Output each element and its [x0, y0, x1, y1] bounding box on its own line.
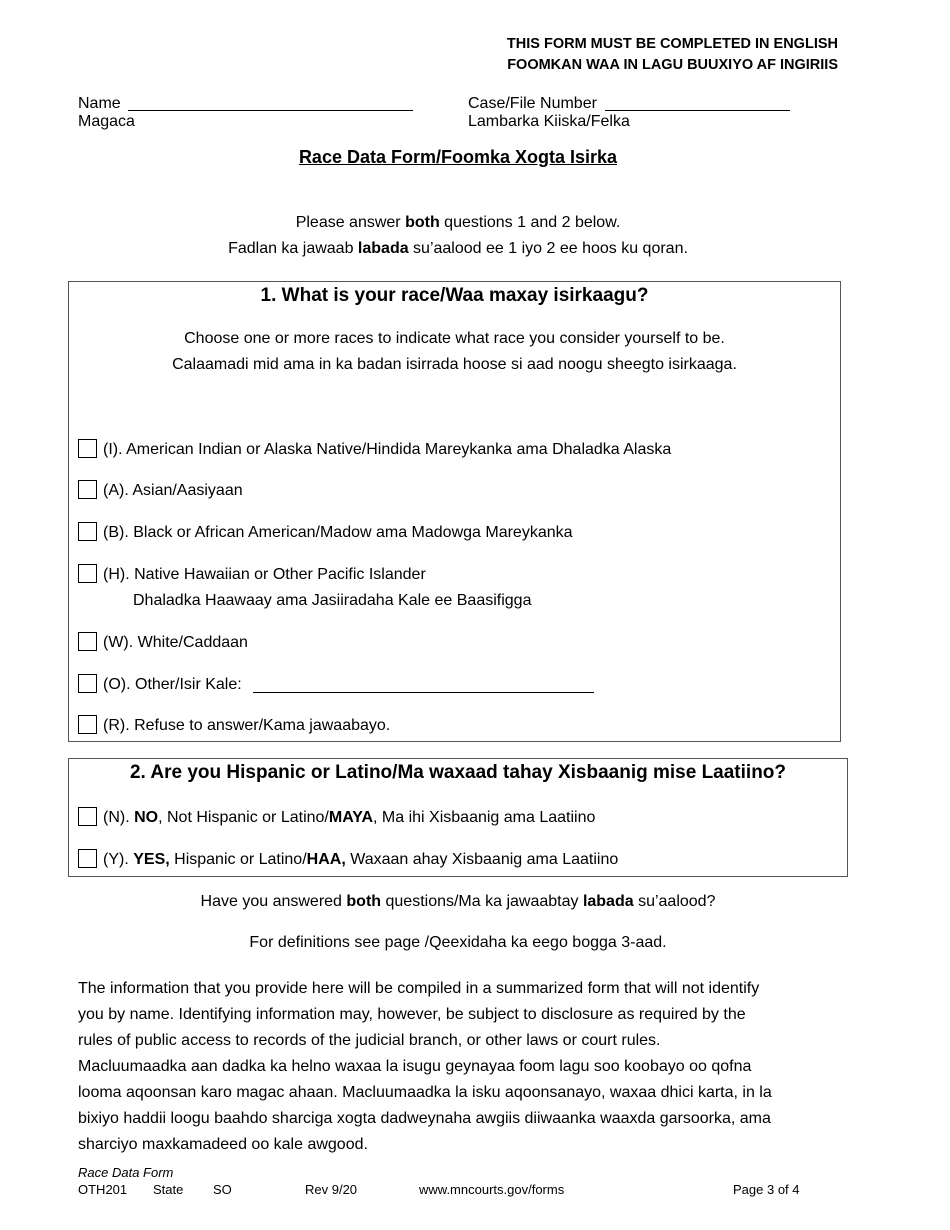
privacy-disclaimer [78, 976, 838, 1158]
race-checkbox-american-indian[interactable] [78, 439, 97, 458]
race-option-label: (H). Native Hawaiian or Other Pacific Islander [103, 566, 426, 583]
race-option-label: (O). Other/Isir Kale: [103, 676, 242, 693]
hispanic-checkbox-no[interactable] [78, 807, 97, 826]
case-number-input-line[interactable] [605, 110, 790, 111]
hispanic-option-no[interactable] [78, 805, 595, 831]
intro-line-english: Please answer both questions 1 and 2 below. [295, 214, 621, 231]
race-option-white[interactable] [78, 630, 248, 656]
question-2-heading: 2. Are you Hispanic or Latino/Ma waxaad tahay Xisbaanig mise Laatiino? [129, 762, 787, 783]
race-option-other[interactable] [78, 672, 242, 698]
other-race-input-line[interactable] [253, 692, 594, 693]
race-option-label-somali: Dhaladka Haawaay ama Jasiiradaha Kale ee Baasifigga [133, 592, 532, 609]
definitions-note: For definitions see page /Qeexidaha ka eego bogga 3-aad. [249, 934, 667, 951]
race-option-asian[interactable] [78, 478, 243, 504]
race-checkbox-asian[interactable] [78, 480, 97, 499]
disclaimer-line: bixiyo haddii loogu baahdo sharciga xogta dadweynaha awgiis diiwaanka waaxda garsoorka, ama [78, 1110, 771, 1127]
race-checkbox-native-hawaiian[interactable] [78, 564, 97, 583]
race-checkbox-refuse[interactable] [78, 715, 97, 734]
footer-url[interactable]: www.mncourts.gov/forms [419, 1182, 565, 1197]
both-answered-check: Have you answered both questions/Ma ka jawaabtay labada su’aalood? [200, 893, 716, 910]
race-option-label: (B). Black or African American/Madow ama Madowga Mareykanka [103, 524, 573, 541]
race-checkbox-other[interactable] [78, 674, 97, 693]
question-1-instruction-english: Choose one or more races to indicate what race you consider yourself to be. [184, 330, 725, 347]
question-1-heading: 1. What is your race/Waa maxay isirkaagu? [260, 285, 649, 306]
case-number-label: Case/File Number [468, 95, 597, 112]
footer-form-code: OTH201 [78, 1182, 128, 1197]
intro-line-somali: Fadlan ka jawaab labada su’aalood ee 1 iyo 2 ee hoos ku qoran. [228, 240, 688, 257]
disclaimer-line: Macluumaadka aan dadka ka helno waxaa la isugu geynayaa foom lagu soo koobayo oo qofna [78, 1058, 752, 1075]
notice-line-somali: FOOMKAN WAA IN LAGU BUUXIYO AF INGIRIIS [507, 57, 838, 73]
disclaimer-line: looma aqoonsan karo magac ahaan. Macluumaadka la isku aqoonsanayo, waxaa dhici karta, in la [78, 1084, 772, 1101]
english-notice [507, 34, 838, 76]
disclaimer-line: rules of public access to records of the judicial branch, or other laws or court rules. [78, 1032, 661, 1049]
disclaimer-line: The information that you provide here will be compiled in a summarized form that will not identify [78, 980, 760, 997]
footer-revision: Rev 9/20 [305, 1182, 358, 1197]
race-option-label: (R). Refuse to answer/Kama jawaabayo. [103, 717, 391, 734]
race-checkbox-black[interactable] [78, 522, 97, 541]
footer-form-name: Race Data Form [78, 1165, 174, 1180]
hispanic-option-label: (Y). YES, Hispanic or Latino/HAA, Waxaan ahay Xisbaanig ama Laatiino [103, 851, 619, 868]
race-option-american-indian[interactable] [78, 437, 671, 463]
disclaimer-line: sharciyo maxkamadeed oo kale awgood. [78, 1136, 368, 1153]
race-option-label: (W). White/Caddaan [103, 634, 248, 651]
notice-line-english: THIS FORM MUST BE COMPLETED IN ENGLISH [506, 36, 838, 52]
name-label-somali: Magaca [78, 113, 135, 130]
footer-page-number: Page 3 of 4 [733, 1182, 800, 1197]
race-option-label: (I). American Indian or Alaska Native/Hindida Mareykanka ama Dhaladka Alaska [103, 441, 672, 458]
name-input-line[interactable] [128, 110, 413, 111]
race-option-native-hawaiian[interactable] [78, 562, 531, 614]
hispanic-option-yes[interactable] [78, 847, 618, 873]
footer-language: SO [213, 1182, 232, 1197]
question-1-instruction-somali: Calaamadi mid ama in ka badan isirrada hoose si aad noogu sheegto isirkaaga. [172, 356, 737, 373]
hispanic-checkbox-yes[interactable] [78, 849, 97, 868]
footer-state: State [153, 1182, 184, 1197]
name-label: Name [78, 95, 121, 112]
race-checkbox-white[interactable] [78, 632, 97, 651]
race-option-black[interactable] [78, 520, 573, 546]
race-option-refuse[interactable] [78, 713, 390, 739]
hispanic-option-label: (N). NO, Not Hispanic or Latino/MAYA, Ma ihi Xisbaanig ama Laatiino [103, 809, 596, 826]
race-option-label: (A). Asian/Aasiyaan [103, 482, 243, 499]
case-number-label-somali: Lambarka Kiiska/Felka [468, 113, 630, 130]
disclaimer-line: you by name. Identifying information may, however, be subject to disclosure as required by the [78, 1006, 746, 1023]
form-title: Race Data Form/Foomka Xogta Isirka [298, 147, 618, 167]
